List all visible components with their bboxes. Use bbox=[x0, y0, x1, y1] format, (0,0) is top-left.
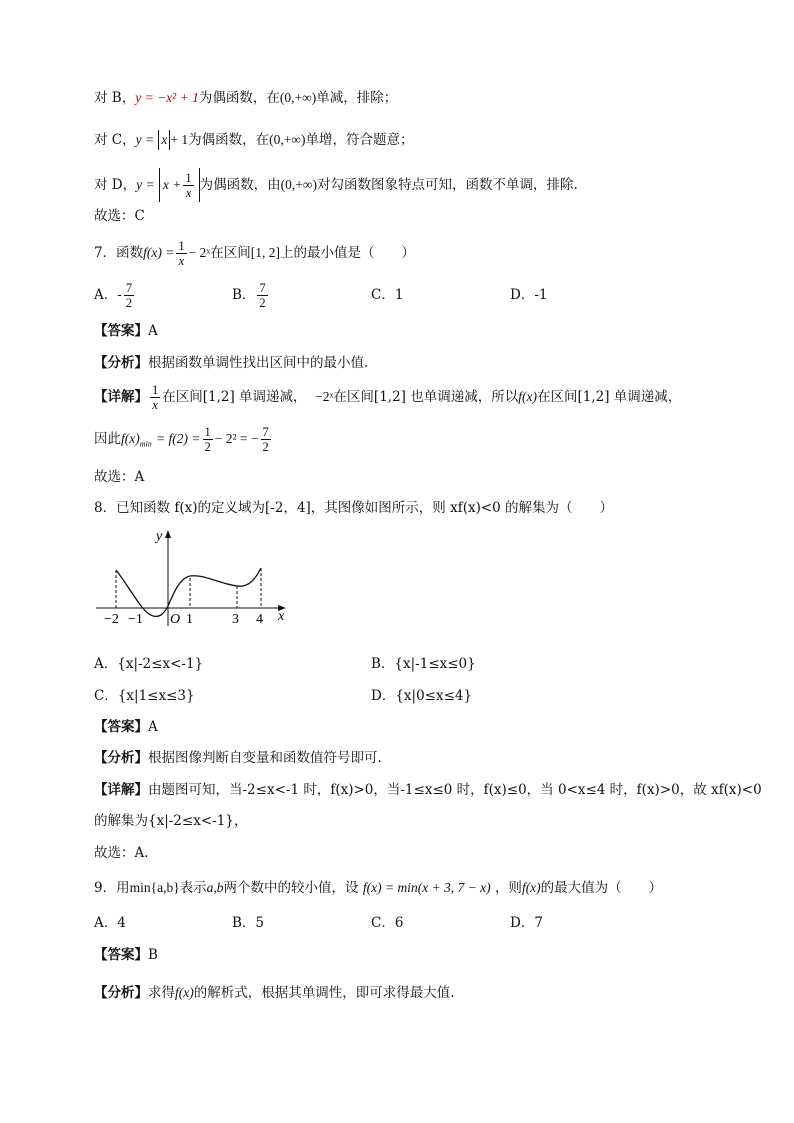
denominator: x bbox=[152, 398, 158, 412]
q9-option-a: A．4 bbox=[94, 915, 126, 931]
interval: (0,+∞) bbox=[279, 90, 317, 105]
prev-answer: 故选：C bbox=[94, 208, 145, 224]
formula: min{a,b} bbox=[129, 880, 180, 895]
line-option-c bbox=[94, 130, 414, 150]
tick-label-neg1: −1 bbox=[128, 612, 143, 627]
subscript: min bbox=[139, 439, 152, 449]
detail-tag: 【详解】 bbox=[94, 389, 148, 405]
question-number: 9．用 bbox=[94, 880, 130, 896]
numerator: 1 bbox=[185, 171, 192, 185]
text: 对 D， bbox=[94, 177, 137, 193]
tick-label-3: 3 bbox=[232, 612, 239, 627]
denominator: 2 bbox=[262, 440, 269, 454]
q7-analysis bbox=[94, 353, 368, 373]
interval: (0,+∞) bbox=[280, 177, 317, 192]
numerator: 1 bbox=[178, 239, 185, 253]
q7-choose: 故选：A bbox=[94, 469, 145, 485]
text: 对勾函数图象特点可知，函数不单调，排除. bbox=[317, 177, 578, 193]
numerator: 7 bbox=[125, 281, 133, 295]
analysis-tag: 【分析】 bbox=[94, 355, 148, 371]
answer-value: A bbox=[148, 719, 158, 735]
q7-option-b bbox=[232, 280, 270, 310]
numerator: 1 bbox=[152, 383, 159, 397]
fraction bbox=[176, 239, 186, 268]
answer-value: B bbox=[148, 947, 158, 963]
formula: = f(2) = bbox=[156, 431, 201, 446]
text: 求得 bbox=[148, 985, 175, 1001]
analysis-text: 根据函数单调性找出区间中的最小值. bbox=[148, 355, 369, 371]
formula: f(x) bbox=[175, 985, 194, 1000]
denominator: x bbox=[185, 186, 192, 200]
interval: (0,+∞) bbox=[269, 132, 306, 147]
q7-detail-cont bbox=[94, 424, 273, 460]
q9-answer bbox=[94, 945, 158, 965]
numerator: 7 bbox=[259, 281, 266, 295]
origin-label: O bbox=[170, 612, 181, 627]
tick-label-4: 4 bbox=[256, 612, 263, 627]
formula: y = bbox=[135, 132, 155, 147]
q8-analysis bbox=[94, 748, 382, 768]
text: 的解析式，根据其单调性，即可求得最大值. bbox=[193, 985, 455, 1001]
denominator: 2 bbox=[204, 440, 211, 454]
formula: f(x) bbox=[521, 880, 541, 895]
numerator: 7 bbox=[262, 425, 269, 439]
q7-detail bbox=[94, 382, 681, 412]
tick-label-neg2: −2 bbox=[104, 612, 119, 627]
option-label: B． bbox=[232, 287, 256, 303]
text: 因此 bbox=[94, 431, 121, 447]
fraction bbox=[150, 383, 160, 412]
text: 在区间 bbox=[210, 245, 251, 261]
denominator: x bbox=[178, 254, 185, 268]
formula: −2ˣ bbox=[315, 389, 334, 404]
formula: − 2² = − bbox=[214, 431, 259, 446]
answer-tag: 【答案】 bbox=[94, 323, 148, 339]
interval: [1, 2] bbox=[250, 245, 280, 260]
text: 上的最小值是（ ） bbox=[279, 245, 415, 261]
text: 为偶函数，由 bbox=[199, 177, 281, 193]
text: 表示 bbox=[179, 880, 207, 896]
x-axis-label: x bbox=[278, 609, 285, 624]
text: 为偶函数，在 bbox=[188, 132, 270, 148]
fraction bbox=[183, 171, 193, 200]
function-curve bbox=[116, 568, 261, 616]
answer-value: A bbox=[148, 323, 158, 339]
text: 单减，排除； bbox=[316, 90, 398, 106]
analysis-text: 根据图像判断自变量和函数值符号即可. bbox=[148, 750, 382, 766]
q7-option-c: C．1 bbox=[371, 287, 404, 303]
q9-stem bbox=[94, 878, 662, 898]
formula: + 1 bbox=[170, 132, 189, 147]
text: 在区间[1,2] 单调递减， bbox=[162, 389, 307, 405]
q9-analysis bbox=[94, 983, 455, 1003]
function-graph bbox=[94, 526, 294, 630]
q9-option-c: C．6 bbox=[371, 915, 404, 931]
answer-tag: 【答案】 bbox=[94, 947, 148, 963]
q8-detail-cont: 的解集为{x|-2≤x<-1}， bbox=[94, 813, 248, 829]
formula: a,b bbox=[206, 880, 224, 895]
text: 在区间[1,2] 也单调递减，所以 bbox=[333, 389, 519, 405]
fraction bbox=[261, 425, 271, 454]
text: 两个数中的较小值，设 bbox=[223, 880, 359, 896]
answer-tag: 【答案】 bbox=[94, 719, 148, 735]
y-axis-label: y bbox=[156, 529, 163, 544]
q9-option-b: B．5 bbox=[232, 915, 265, 931]
q8-option-c: C．{x|1≤x≤3} bbox=[94, 688, 195, 704]
q8-option-b: B．{x|-1≤x≤0} bbox=[371, 656, 476, 672]
tick-label-1: 1 bbox=[186, 612, 193, 627]
formula: f(x) = bbox=[143, 245, 175, 260]
text: 对 B， bbox=[94, 90, 136, 106]
detail-text: 由题图可知，当-2≤x<-1 时，f(x)>0，当-1≤x≤0 时，f(x)≤0，当 0<x≤4 时，f(x)>0，故 xf(x)<0 bbox=[148, 782, 762, 798]
q8-option-a: A．{x|-2≤x<-1} bbox=[94, 656, 204, 672]
q8-answer bbox=[94, 717, 158, 737]
analysis-tag: 【分析】 bbox=[94, 985, 148, 1001]
abs-value bbox=[159, 168, 200, 202]
fraction bbox=[203, 425, 213, 454]
y-axis-arrow-icon bbox=[165, 530, 171, 538]
q8-choose: 故选：A. bbox=[94, 845, 149, 861]
q8-detail bbox=[94, 780, 762, 800]
formula: y = −x² + 1 bbox=[135, 90, 199, 105]
text: 在区间[1,2] 单调递减， bbox=[536, 389, 682, 405]
q7-stem bbox=[94, 238, 415, 268]
q7-option-a bbox=[94, 280, 136, 310]
text: 的最大值为（ ） bbox=[540, 880, 663, 896]
denominator: 2 bbox=[125, 296, 133, 310]
question-number: 7．函数 bbox=[94, 245, 144, 261]
analysis-tag: 【分析】 bbox=[94, 750, 148, 766]
text: 为偶函数，在 bbox=[198, 90, 280, 106]
text: 单增，符合题意； bbox=[305, 132, 414, 148]
line-option-d bbox=[94, 168, 578, 202]
formula: x + bbox=[162, 177, 182, 192]
formula: y = bbox=[136, 177, 155, 192]
q7-answer bbox=[94, 321, 158, 341]
fraction bbox=[257, 281, 267, 310]
option-label: A．- bbox=[94, 287, 122, 303]
formula: f(x) bbox=[121, 431, 140, 446]
text: 对 C， bbox=[94, 132, 136, 148]
fraction bbox=[124, 281, 134, 310]
q8-option-d: D．{x|0≤x≤4} bbox=[371, 688, 473, 704]
formula: − 2ˣ bbox=[188, 245, 211, 260]
denominator: 2 bbox=[259, 296, 266, 310]
q7-option-d: D．-1 bbox=[510, 287, 548, 303]
formula: f(x) = min(x + 3, 7 − x) bbox=[362, 880, 491, 895]
detail-tag: 【详解】 bbox=[94, 782, 148, 798]
line-option-b bbox=[94, 88, 397, 108]
abs-value: x bbox=[158, 130, 170, 150]
formula: f(x) bbox=[518, 389, 537, 404]
numerator: 1 bbox=[204, 425, 211, 439]
text: ，则 bbox=[494, 880, 522, 896]
q8-stem: 8．已知函数 f(x)的定义域为[-2，4]，其图像如图所示，则 xf(x)<0 的解集为（ ） bbox=[94, 500, 614, 516]
q9-option-d: D．7 bbox=[510, 915, 543, 931]
